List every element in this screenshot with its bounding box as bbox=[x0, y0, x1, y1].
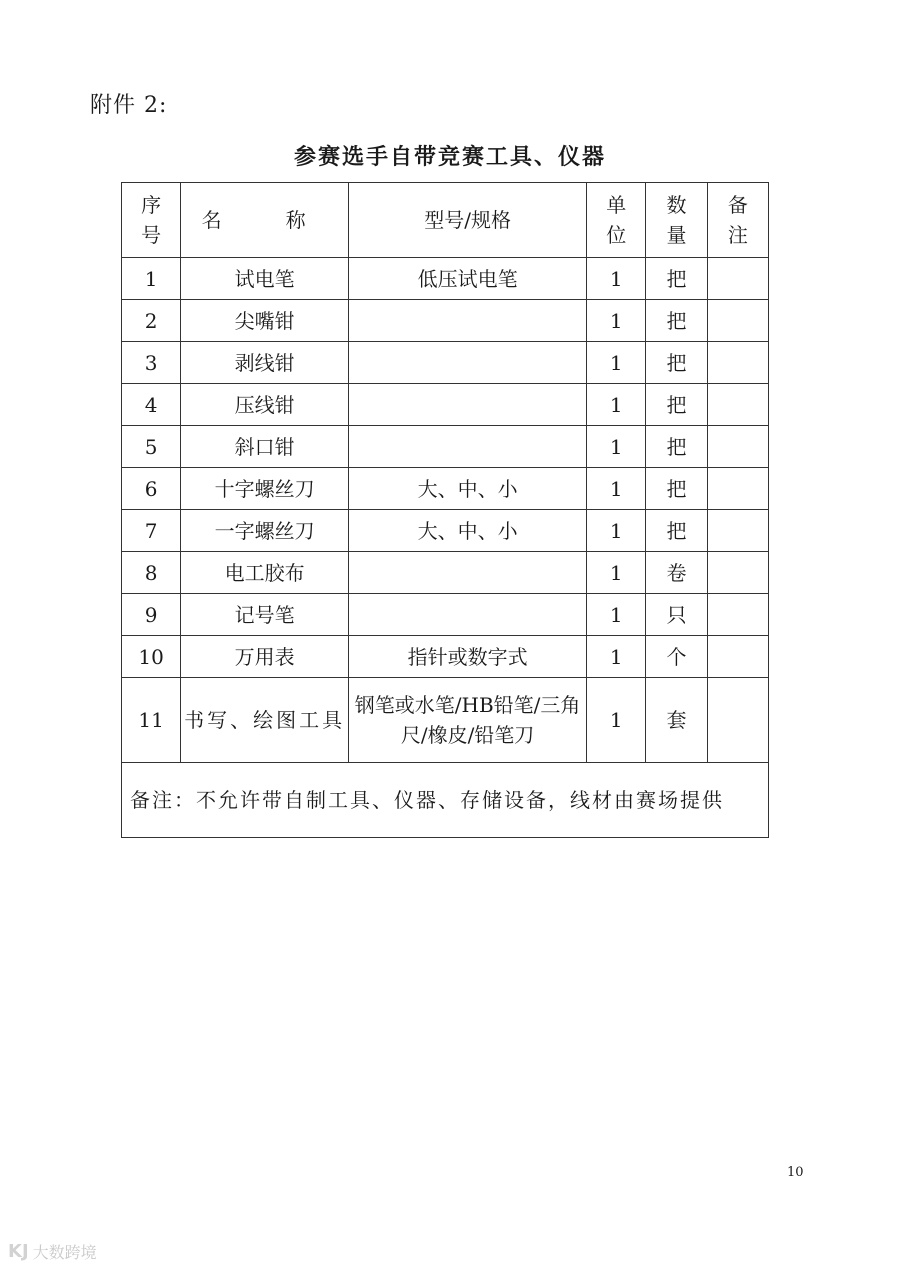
cell-seq: 9 bbox=[122, 594, 181, 636]
cell-remark bbox=[707, 300, 768, 342]
cell-remark bbox=[707, 468, 768, 510]
table-row bbox=[122, 468, 769, 510]
cell-seq: 3 bbox=[122, 342, 181, 384]
table-row bbox=[122, 678, 769, 763]
table-row bbox=[122, 300, 769, 342]
cell-unit: 1 bbox=[587, 594, 646, 636]
cell-unit: 1 bbox=[587, 552, 646, 594]
cell-name: 剥线钳 bbox=[181, 342, 349, 384]
cell-spec bbox=[349, 384, 587, 426]
table-note: 备注：不允许带自制工具、仪器、存储设备，线材由赛场提供 bbox=[122, 763, 769, 838]
cell-remark bbox=[707, 510, 768, 552]
cell-qty: 把 bbox=[646, 258, 707, 300]
page-number: 10 bbox=[787, 1165, 804, 1180]
header-spec: 型号/规格 bbox=[349, 183, 587, 258]
table-row bbox=[122, 384, 769, 426]
cell-name: 尖嘴钳 bbox=[181, 300, 349, 342]
table-row bbox=[122, 258, 769, 300]
table-row bbox=[122, 510, 769, 552]
table-note-row bbox=[122, 763, 769, 838]
cell-name: 十字螺丝刀 bbox=[181, 468, 349, 510]
cell-unit: 1 bbox=[587, 468, 646, 510]
cell-name: 电工胶布 bbox=[181, 552, 349, 594]
cell-name: 书写、绘图工具 bbox=[181, 678, 349, 763]
cell-remark bbox=[707, 258, 768, 300]
tools-table bbox=[121, 182, 769, 838]
cell-qty: 卷 bbox=[646, 552, 707, 594]
cell-qty: 个 bbox=[646, 636, 707, 678]
cell-spec bbox=[349, 552, 587, 594]
header-remark: 备注 bbox=[707, 183, 768, 258]
cell-unit: 1 bbox=[587, 510, 646, 552]
cell-unit: 1 bbox=[587, 384, 646, 426]
cell-qty: 把 bbox=[646, 384, 707, 426]
cell-qty: 套 bbox=[646, 678, 707, 763]
table-row bbox=[122, 342, 769, 384]
cell-seq: 2 bbox=[122, 300, 181, 342]
cell-seq: 7 bbox=[122, 510, 181, 552]
watermark-logo: KJ bbox=[8, 1241, 29, 1262]
cell-name: 万用表 bbox=[181, 636, 349, 678]
watermark bbox=[8, 1240, 97, 1263]
table-row bbox=[122, 636, 769, 678]
cell-seq: 6 bbox=[122, 468, 181, 510]
cell-unit: 1 bbox=[587, 258, 646, 300]
cell-spec: 低压试电笔 bbox=[349, 258, 587, 300]
cell-spec bbox=[349, 342, 587, 384]
annex-label: 附件 2: bbox=[90, 93, 168, 118]
cell-seq: 1 bbox=[122, 258, 181, 300]
table-row bbox=[122, 552, 769, 594]
cell-qty: 把 bbox=[646, 426, 707, 468]
cell-unit: 1 bbox=[587, 678, 646, 763]
cell-spec bbox=[349, 426, 587, 468]
cell-spec: 大、中、小 bbox=[349, 468, 587, 510]
cell-qty: 把 bbox=[646, 300, 707, 342]
watermark-text: 大数跨境 bbox=[32, 1243, 97, 1262]
table-row bbox=[122, 426, 769, 468]
cell-seq: 11 bbox=[122, 678, 181, 763]
cell-qty: 只 bbox=[646, 594, 707, 636]
cell-unit: 1 bbox=[587, 342, 646, 384]
cell-remark bbox=[707, 384, 768, 426]
cell-spec bbox=[349, 594, 587, 636]
cell-unit: 1 bbox=[587, 636, 646, 678]
cell-name: 记号笔 bbox=[181, 594, 349, 636]
cell-qty: 把 bbox=[646, 468, 707, 510]
cell-spec bbox=[349, 300, 587, 342]
cell-spec: 大、中、小 bbox=[349, 510, 587, 552]
cell-spec: 钢笔或水笔/HB铅笔/三角尺/橡皮/铅笔刀 bbox=[349, 678, 587, 763]
cell-remark bbox=[707, 342, 768, 384]
table-header-row bbox=[122, 183, 769, 258]
cell-remark bbox=[707, 426, 768, 468]
cell-name: 试电笔 bbox=[181, 258, 349, 300]
cell-seq: 10 bbox=[122, 636, 181, 678]
table-row bbox=[122, 594, 769, 636]
cell-spec: 指针或数字式 bbox=[349, 636, 587, 678]
cell-qty: 把 bbox=[646, 342, 707, 384]
cell-seq: 4 bbox=[122, 384, 181, 426]
cell-remark bbox=[707, 636, 768, 678]
cell-name: 压线钳 bbox=[181, 384, 349, 426]
cell-name: 一字螺丝刀 bbox=[181, 510, 349, 552]
cell-remark bbox=[707, 594, 768, 636]
cell-remark bbox=[707, 678, 768, 763]
cell-qty: 把 bbox=[646, 510, 707, 552]
header-qty: 数量 bbox=[646, 183, 707, 258]
cell-seq: 8 bbox=[122, 552, 181, 594]
document-title: 参赛选手自带竞赛工具、仪器 bbox=[293, 144, 606, 170]
cell-remark bbox=[707, 552, 768, 594]
cell-seq: 5 bbox=[122, 426, 181, 468]
cell-unit: 1 bbox=[587, 426, 646, 468]
header-name: 名 称 bbox=[181, 183, 349, 258]
cell-name: 斜口钳 bbox=[181, 426, 349, 468]
cell-unit: 1 bbox=[587, 300, 646, 342]
header-seq: 序号 bbox=[122, 183, 181, 258]
header-unit: 单位 bbox=[587, 183, 646, 258]
